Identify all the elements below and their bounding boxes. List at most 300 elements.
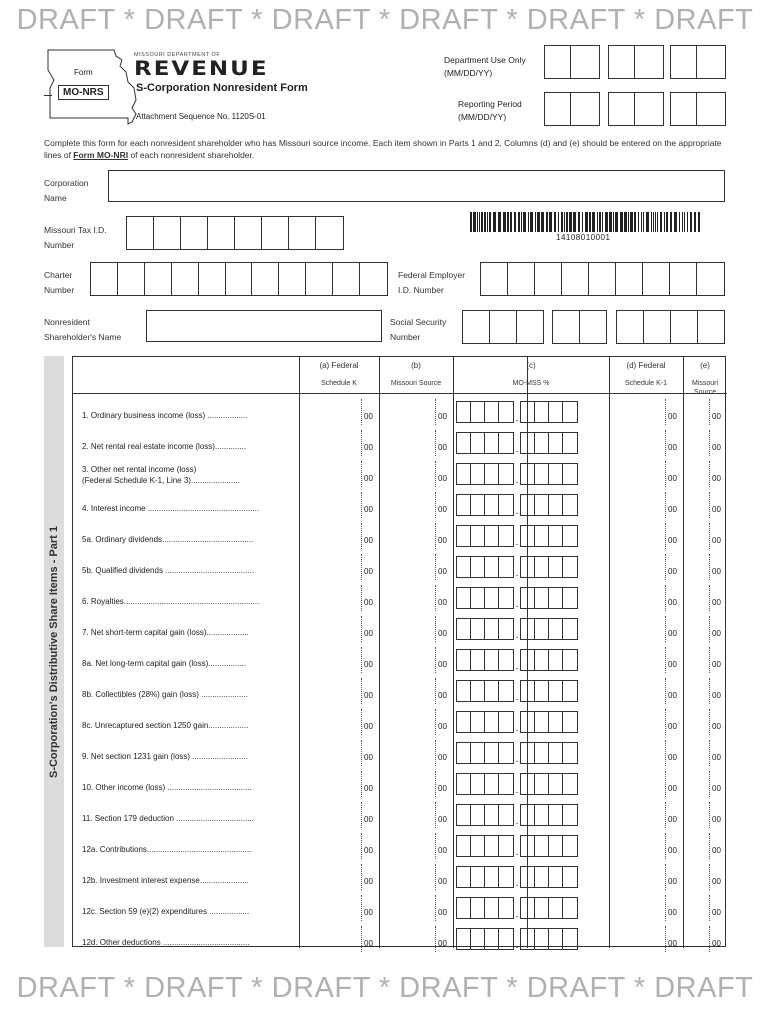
row-label: 7. Net short-term capital gain (loss)................... <box>82 628 249 637</box>
federal-schedule-k1-amount-cents-divider <box>665 492 666 518</box>
row-label: 4. Interest income .................................................. <box>82 504 259 513</box>
federal-schedule-k-amount-cents: 00 <box>364 567 373 576</box>
mo-mss-percent-field[interactable]: . <box>456 556 578 578</box>
charter-number-field[interactable] <box>90 262 388 296</box>
missouri-source-amount-cents: 00 <box>438 846 447 855</box>
part1-table <box>44 356 726 951</box>
shareholder-name-field[interactable] <box>146 310 382 342</box>
federal-schedule-k1-amount-cents-divider <box>665 678 666 704</box>
missouri-source-k1-amount-cents-divider <box>709 616 710 642</box>
fein-field[interactable] <box>480 262 725 296</box>
federal-schedule-k1-amount-cents: 00 <box>668 691 677 700</box>
missouri-source-k1-amount-cents: 00 <box>712 443 721 452</box>
federal-schedule-k-amount[interactable] <box>300 926 360 952</box>
missouri-source-amount[interactable] <box>380 399 434 425</box>
federal-schedule-k1-amount-cents-divider <box>665 771 666 797</box>
missouri-source-amount-cents-divider <box>435 926 436 952</box>
federal-schedule-k1-amount[interactable] <box>610 585 664 611</box>
missouri-source-k1-amount-cents: 00 <box>712 598 721 607</box>
missouri-source-amount-cents: 00 <box>438 753 447 762</box>
missouri-source-k1-amount-cents-divider <box>709 740 710 766</box>
missouri-source-amount[interactable] <box>380 771 434 797</box>
federal-schedule-k-amount-cents: 00 <box>364 536 373 545</box>
missouri-source-amount[interactable] <box>380 616 434 642</box>
federal-schedule-k1-amount-cents-divider <box>665 864 666 890</box>
federal-schedule-k1-amount-cents-divider <box>665 802 666 828</box>
federal-schedule-k1-amount-cents-divider <box>665 740 666 766</box>
mo-mss-percent-field[interactable]: . <box>456 649 578 671</box>
mo-mss-percent-field[interactable]: . <box>456 680 578 702</box>
missouri-source-k1-amount-cents-divider <box>709 802 710 828</box>
federal-schedule-k-amount-cents: 00 <box>364 443 373 452</box>
row-label: 8c. Unrecaptured section 1250 gain.................. <box>82 721 249 730</box>
mo-mss-percent-field[interactable]: . <box>456 742 578 764</box>
federal-schedule-k-amount-cents-divider <box>361 492 362 518</box>
missouri-source-amount[interactable] <box>380 864 434 890</box>
mo-mss-percent-field[interactable]: . <box>456 463 578 485</box>
federal-schedule-k-amount-cents: 00 <box>364 598 373 607</box>
federal-schedule-k1-amount-cents: 00 <box>668 815 677 824</box>
federal-schedule-k1-amount[interactable] <box>610 895 664 921</box>
missouri-source-amount-cents-divider <box>435 864 436 890</box>
ssn-part1-field[interactable] <box>462 310 544 344</box>
missouri-source-k1-amount-cents: 00 <box>712 412 721 421</box>
missouri-source-k1-amount-cents-divider <box>709 678 710 704</box>
missouri-source-amount-cents: 00 <box>438 412 447 421</box>
row-label: 8b. Collectibles (28%) gain (loss) ..................... <box>82 690 248 699</box>
federal-schedule-k-amount[interactable] <box>300 771 360 797</box>
missouri-source-amount-cents-divider <box>435 585 436 611</box>
federal-schedule-k-amount[interactable] <box>300 678 360 704</box>
federal-schedule-k1-amount-cents-divider <box>665 585 666 611</box>
federal-schedule-k1-amount-cents-divider <box>665 430 666 456</box>
missouri-source-amount[interactable] <box>380 492 434 518</box>
column-divider <box>453 357 454 948</box>
federal-schedule-k-amount-cents-divider <box>361 740 362 766</box>
missouri-source-k1-amount[interactable] <box>684 740 708 766</box>
federal-schedule-k1-amount-cents-divider <box>665 616 666 642</box>
row-label: 12c. Section 59 (e)(2) expenditures .................. <box>82 907 250 916</box>
federal-schedule-k1-amount[interactable] <box>610 833 664 859</box>
missouri-source-k1-amount-cents: 00 <box>712 846 721 855</box>
federal-schedule-k-amount-cents: 00 <box>364 908 373 917</box>
missouri-source-amount[interactable] <box>380 740 434 766</box>
federal-schedule-k-amount-cents: 00 <box>364 722 373 731</box>
missouri-source-amount-cents-divider <box>435 740 436 766</box>
federal-schedule-k-amount[interactable] <box>300 740 360 766</box>
missouri-source-amount[interactable] <box>380 461 434 487</box>
barcode-number: 14108010001 <box>556 233 611 242</box>
federal-schedule-k1-amount-cents: 00 <box>668 846 677 855</box>
missouri-source-amount-cents-divider <box>435 492 436 518</box>
missouri-source-amount-cents: 00 <box>438 784 447 793</box>
row-label: 12b. Investment interest expense...................... <box>82 876 249 885</box>
missouri-source-amount-cents: 00 <box>438 660 447 669</box>
missouri-source-k1-amount-cents: 00 <box>712 474 721 483</box>
missouri-source-amount-cents: 00 <box>438 598 447 607</box>
missouri-source-k1-amount-cents-divider <box>709 461 710 487</box>
missouri-source-k1-amount-cents-divider <box>709 430 710 456</box>
dept-use-month-box[interactable] <box>544 45 600 79</box>
corporation-name-label: Corporation Name <box>44 178 89 203</box>
missouri-source-amount-cents: 00 <box>438 474 447 483</box>
federal-schedule-k1-amount[interactable] <box>610 461 664 487</box>
missouri-source-amount-cents: 00 <box>438 691 447 700</box>
missouri-source-amount[interactable] <box>380 430 434 456</box>
form-number: MO-NRS <box>58 85 109 100</box>
federal-schedule-k1-amount[interactable] <box>610 709 664 735</box>
missouri-tax-id-label: Missouri Tax I.D. Number <box>44 225 107 250</box>
mo-mss-percent-field[interactable]: . <box>456 866 578 888</box>
missouri-source-k1-amount[interactable] <box>684 616 708 642</box>
instructions-text: Complete this form for each nonresident shareholder who has Missouri source income. Each item shown in Parts 1 and 2, Columns (d) and (e) should be entered on the appropriate lines of Form MO-NRI of each nonresident shareholder. <box>44 138 722 160</box>
mo-mss-percent-field[interactable]: . <box>456 587 578 609</box>
federal-schedule-k1-amount-cents-divider <box>665 647 666 673</box>
missouri-source-amount-cents: 00 <box>438 815 447 824</box>
attachment-sequence: Attachment Sequence No. 1120S-01 <box>136 112 266 121</box>
federal-schedule-k-amount[interactable] <box>300 647 360 673</box>
federal-schedule-k1-amount[interactable] <box>610 864 664 890</box>
federal-schedule-k-amount-cents-divider <box>361 461 362 487</box>
missouri-source-amount[interactable] <box>380 833 434 859</box>
mo-mss-percent-field[interactable]: . <box>456 494 578 516</box>
federal-schedule-k1-amount-cents-divider <box>665 399 666 425</box>
column-subheader: Schedule K-1 <box>624 380 668 387</box>
federal-schedule-k-amount-cents: 00 <box>364 753 373 762</box>
federal-schedule-k-amount[interactable] <box>300 523 360 549</box>
revenue-logo: REVENUE <box>134 58 269 81</box>
part1-grid <box>72 356 726 951</box>
form-title: S-Corporation Nonresident Form <box>136 82 308 94</box>
federal-schedule-k-amount-cents: 00 <box>364 505 373 514</box>
reporting-period-year-box[interactable] <box>670 92 726 126</box>
row-label: 5b. Qualified dividends ........................................ <box>82 566 255 575</box>
missouri-source-amount-cents-divider <box>435 616 436 642</box>
missouri-source-k1-amount-cents-divider <box>709 709 710 735</box>
federal-schedule-k1-amount[interactable] <box>610 678 664 704</box>
mo-mss-percent-field[interactable]: . <box>456 525 578 547</box>
missouri-source-amount[interactable] <box>380 585 434 611</box>
row-label: 1. Ordinary business income (loss) .................. <box>82 411 248 420</box>
federal-schedule-k-amount-cents-divider <box>361 430 362 456</box>
row-label: 10. Other income (loss) ...................................... <box>82 783 252 792</box>
missouri-source-k1-amount-cents: 00 <box>712 815 721 824</box>
column-subheader: Missouri Source <box>390 380 442 387</box>
missouri-source-k1-amount-cents: 00 <box>712 908 721 917</box>
federal-schedule-k-amount-cents-divider <box>361 554 362 580</box>
federal-schedule-k-amount[interactable] <box>300 802 360 828</box>
missouri-source-amount-cents-divider <box>435 802 436 828</box>
mo-mss-percent-field[interactable]: . <box>456 928 578 950</box>
missouri-source-k1-amount-cents: 00 <box>712 753 721 762</box>
missouri-source-amount-cents: 00 <box>438 722 447 731</box>
column-subheader: Missouri Source <box>691 380 719 396</box>
mo-mss-percent-field[interactable]: . <box>456 773 578 795</box>
federal-schedule-k1-amount-cents: 00 <box>668 753 677 762</box>
federal-schedule-k1-amount-cents: 00 <box>668 660 677 669</box>
reporting-period-day-box[interactable] <box>608 92 664 126</box>
federal-schedule-k-amount[interactable] <box>300 461 360 487</box>
missouri-source-k1-amount-cents-divider <box>709 585 710 611</box>
federal-schedule-k-amount-cents-divider <box>361 678 362 704</box>
federal-schedule-k1-amount-cents: 00 <box>668 412 677 421</box>
missouri-source-k1-amount-cents: 00 <box>712 877 721 886</box>
draft-watermark-top: DRAFT * DRAFT * DRAFT * DRAFT * DRAFT * DRAFT <box>16 4 754 36</box>
missouri-source-amount-cents-divider <box>435 461 436 487</box>
missouri-source-k1-amount-cents: 00 <box>712 567 721 576</box>
column-subheader: Schedule K <box>321 380 357 387</box>
shareholder-name-label: Nonresident Shareholder's Name <box>44 317 122 342</box>
federal-schedule-k-amount[interactable] <box>300 864 360 890</box>
federal-schedule-k1-amount-cents: 00 <box>668 784 677 793</box>
federal-schedule-k-amount-cents: 00 <box>364 877 373 886</box>
federal-schedule-k1-amount[interactable] <box>610 926 664 952</box>
federal-schedule-k-amount-cents-divider <box>361 802 362 828</box>
column-header: (a) Federal <box>319 361 359 370</box>
missouri-source-k1-amount[interactable] <box>684 461 708 487</box>
federal-schedule-k1-amount[interactable] <box>610 771 664 797</box>
federal-schedule-k-amount-cents: 00 <box>364 939 373 948</box>
federal-schedule-k-amount-cents: 00 <box>364 412 373 421</box>
missouri-source-amount-cents: 00 <box>438 567 447 576</box>
missouri-source-k1-amount-cents: 00 <box>712 939 721 948</box>
missouri-source-k1-amount[interactable] <box>684 771 708 797</box>
dept-use-day-box[interactable] <box>608 45 664 79</box>
missouri-source-k1-amount[interactable] <box>684 523 708 549</box>
missouri-source-k1-amount-cents: 00 <box>712 722 721 731</box>
missouri-source-amount[interactable] <box>380 647 434 673</box>
form-mo-nri-link[interactable]: Form MO-NRI <box>73 150 129 160</box>
ssn-label: Social Security Number <box>390 317 447 342</box>
missouri-source-amount[interactable] <box>380 802 434 828</box>
logo-department-text: MISSOURI DEPARTMENT OF <box>134 52 221 58</box>
missouri-source-k1-amount[interactable] <box>684 647 708 673</box>
reporting-period-month-box[interactable] <box>544 92 600 126</box>
row-label: 11. Section 179 deduction ................................... <box>82 814 254 823</box>
federal-schedule-k-amount-cents-divider <box>361 771 362 797</box>
federal-schedule-k1-amount[interactable] <box>610 647 664 673</box>
mo-mss-percent-field[interactable]: . <box>456 835 578 857</box>
missouri-source-amount[interactable] <box>380 709 434 735</box>
federal-schedule-k1-amount-cents: 00 <box>668 598 677 607</box>
federal-schedule-k-amount[interactable] <box>300 430 360 456</box>
missouri-source-k1-amount[interactable] <box>684 895 708 921</box>
federal-schedule-k1-amount[interactable] <box>610 802 664 828</box>
federal-schedule-k-amount-cents: 00 <box>364 815 373 824</box>
missouri-source-amount[interactable] <box>380 926 434 952</box>
header-dash <box>44 95 52 96</box>
header-bottom-rule <box>73 393 727 394</box>
federal-schedule-k-amount[interactable] <box>300 554 360 580</box>
federal-schedule-k-amount-cents: 00 <box>364 629 373 638</box>
column-header: (e) <box>700 361 710 370</box>
barcode-image <box>470 212 704 232</box>
federal-schedule-k1-amount-cents: 00 <box>668 908 677 917</box>
federal-schedule-k-amount-cents: 00 <box>364 784 373 793</box>
missouri-source-amount-cents-divider <box>435 647 436 673</box>
missouri-source-k1-amount[interactable] <box>684 554 708 580</box>
form-label: Form <box>74 68 93 77</box>
row-label: 3. Other net rental income (loss) <box>82 465 197 474</box>
federal-schedule-k1-amount-cents: 00 <box>668 536 677 545</box>
missouri-source-amount-cents: 00 <box>438 505 447 514</box>
federal-schedule-k1-amount[interactable] <box>610 523 664 549</box>
federal-schedule-k1-amount-cents: 00 <box>668 443 677 452</box>
row-label: 2. Net rental real estate income (loss).............. <box>82 442 247 451</box>
missouri-source-amount-cents-divider <box>435 430 436 456</box>
missouri-source-k1-amount-cents: 00 <box>712 629 721 638</box>
part1-side-title: S-Corporation's Distributive Share Items - Part 1 <box>48 525 60 779</box>
ssn-part3-field[interactable] <box>616 310 725 344</box>
missouri-source-amount[interactable] <box>380 523 434 549</box>
dept-use-label: Department Use Only (MM/DD/YY) <box>444 55 526 78</box>
mo-mss-percent-field[interactable]: . <box>456 618 578 640</box>
federal-schedule-k-amount[interactable] <box>300 492 360 518</box>
mo-mss-percent-field[interactable]: . <box>456 897 578 919</box>
federal-schedule-k-amount-cents-divider <box>361 585 362 611</box>
missouri-source-amount-cents: 00 <box>438 536 447 545</box>
missouri-source-k1-amount-cents: 00 <box>712 536 721 545</box>
charter-number-label: Charter Number <box>44 270 75 295</box>
reporting-period-label: Reporting Period (MM/DD/YY) <box>458 99 522 122</box>
federal-schedule-k1-amount-cents: 00 <box>668 505 677 514</box>
federal-schedule-k1-amount[interactable] <box>610 740 664 766</box>
mo-mss-percent-field[interactable]: . <box>456 432 578 454</box>
missouri-source-amount-cents-divider <box>435 771 436 797</box>
federal-schedule-k1-amount-cents-divider <box>665 833 666 859</box>
missouri-source-k1-amount[interactable] <box>684 492 708 518</box>
federal-schedule-k1-amount-cents-divider <box>665 709 666 735</box>
missouri-source-k1-amount[interactable] <box>684 709 708 735</box>
federal-schedule-k-amount[interactable] <box>300 616 360 642</box>
missouri-source-amount-cents-divider <box>435 709 436 735</box>
missouri-source-k1-amount-cents-divider <box>709 926 710 952</box>
missouri-source-k1-amount[interactable] <box>684 833 708 859</box>
fein-label: Federal Employer I.D. Number <box>398 270 466 295</box>
federal-schedule-k-amount-cents-divider <box>361 895 362 921</box>
missouri-source-amount-cents: 00 <box>438 939 447 948</box>
missouri-source-amount[interactable] <box>380 895 434 921</box>
missouri-source-k1-amount[interactable] <box>684 585 708 611</box>
missouri-source-k1-amount-cents-divider <box>709 554 710 580</box>
missouri-source-amount-cents: 00 <box>438 443 447 452</box>
missouri-source-k1-amount[interactable] <box>684 802 708 828</box>
federal-schedule-k-amount[interactable] <box>300 709 360 735</box>
column-header: (c) <box>526 361 536 370</box>
federal-schedule-k-amount-cents: 00 <box>364 691 373 700</box>
row-label: 8a. Net long-term capital gain (loss)................. <box>82 659 247 668</box>
missouri-source-amount-cents-divider <box>435 399 436 425</box>
federal-schedule-k1-amount[interactable] <box>610 492 664 518</box>
column-header: (b) <box>411 361 421 370</box>
missouri-source-k1-amount[interactable] <box>684 926 708 952</box>
federal-schedule-k-amount-cents-divider <box>361 709 362 735</box>
missouri-source-amount-cents-divider <box>435 554 436 580</box>
missouri-source-k1-amount-cents-divider <box>709 864 710 890</box>
missouri-source-k1-amount-cents-divider <box>709 647 710 673</box>
missouri-source-k1-amount-cents-divider <box>709 833 710 859</box>
federal-schedule-k-amount-cents-divider <box>361 523 362 549</box>
missouri-source-amount[interactable] <box>380 678 434 704</box>
missouri-source-k1-amount[interactable] <box>684 864 708 890</box>
federal-schedule-k-amount-cents-divider <box>361 616 362 642</box>
federal-schedule-k1-amount-cents: 00 <box>668 722 677 731</box>
missouri-source-k1-amount-cents-divider <box>709 771 710 797</box>
federal-schedule-k1-amount[interactable] <box>610 616 664 642</box>
ssn-part2-field[interactable] <box>552 310 607 344</box>
missouri-source-k1-amount-cents: 00 <box>712 691 721 700</box>
federal-schedule-k-amount-cents-divider <box>361 864 362 890</box>
missouri-source-k1-amount-cents: 00 <box>712 660 721 669</box>
row-label: 12a. Contributions............................................... <box>82 845 252 854</box>
draft-watermark-bottom: DRAFT * DRAFT * DRAFT * DRAFT * DRAFT * DRAFT <box>16 972 754 1004</box>
missouri-source-k1-amount[interactable] <box>684 430 708 456</box>
missouri-source-k1-amount[interactable] <box>684 399 708 425</box>
row-label: 12d. Other deductions ....................................... <box>82 938 250 947</box>
row-label-continued: (Federal Schedule K-1, Line 3)...................... <box>82 476 240 485</box>
missouri-source-k1-amount-cents-divider <box>709 523 710 549</box>
mo-mss-percent-field[interactable]: . <box>456 711 578 733</box>
federal-schedule-k1-amount-cents-divider <box>665 926 666 952</box>
federal-schedule-k-amount-cents-divider <box>361 647 362 673</box>
missouri-source-k1-amount[interactable] <box>684 678 708 704</box>
federal-schedule-k1-amount[interactable] <box>610 430 664 456</box>
federal-schedule-k1-amount-cents-divider <box>665 461 666 487</box>
missouri-source-k1-amount-cents: 00 <box>712 505 721 514</box>
federal-schedule-k1-amount[interactable] <box>610 399 664 425</box>
missouri-source-amount-cents-divider <box>435 833 436 859</box>
federal-schedule-k1-amount-cents: 00 <box>668 474 677 483</box>
missouri-source-amount-cents-divider <box>435 678 436 704</box>
federal-schedule-k-amount-cents: 00 <box>364 474 373 483</box>
federal-schedule-k-amount[interactable] <box>300 585 360 611</box>
federal-schedule-k1-amount-cents-divider <box>665 895 666 921</box>
federal-schedule-k-amount-cents-divider <box>361 926 362 952</box>
mo-mss-percent-field[interactable]: . <box>456 804 578 826</box>
federal-schedule-k-amount-cents: 00 <box>364 846 373 855</box>
missouri-source-amount-cents-divider <box>435 523 436 549</box>
federal-schedule-k-amount[interactable] <box>300 833 360 859</box>
federal-schedule-k1-amount-cents-divider <box>665 554 666 580</box>
column-header: (d) Federal <box>626 361 666 370</box>
mo-mss-percent-field[interactable]: . <box>456 401 578 423</box>
dept-use-year-box[interactable] <box>670 45 726 79</box>
missouri-source-amount[interactable] <box>380 554 434 580</box>
missouri-source-k1-amount-cents-divider <box>709 895 710 921</box>
federal-schedule-k-amount-cents-divider <box>361 833 362 859</box>
row-label: 6. Royalties............................................................. <box>82 597 260 606</box>
missouri-source-k1-amount-cents-divider <box>709 399 710 425</box>
missouri-source-amount-cents: 00 <box>438 908 447 917</box>
federal-schedule-k1-amount[interactable] <box>610 554 664 580</box>
corporation-name-field[interactable] <box>108 170 725 202</box>
missouri-source-k1-amount-cents: 00 <box>712 784 721 793</box>
federal-schedule-k1-amount-cents-divider <box>665 523 666 549</box>
federal-schedule-k-amount[interactable] <box>300 895 360 921</box>
federal-schedule-k1-amount-cents: 00 <box>668 939 677 948</box>
federal-schedule-k1-amount-cents: 00 <box>668 629 677 638</box>
missouri-tax-id-field[interactable] <box>126 216 344 250</box>
federal-schedule-k-amount-cents: 00 <box>364 660 373 669</box>
missouri-source-k1-amount-cents-divider <box>709 492 710 518</box>
missouri-source-amount-cents: 00 <box>438 877 447 886</box>
column-subheader: MO-MSS % <box>512 380 550 387</box>
federal-schedule-k-amount-cents-divider <box>361 399 362 425</box>
row-label: 9. Net section 1231 gain (loss) ......................... <box>82 752 248 761</box>
missouri-source-amount-cents-divider <box>435 895 436 921</box>
row-label: 5a. Ordinary dividends......................................... <box>82 535 254 544</box>
federal-schedule-k-amount[interactable] <box>300 399 360 425</box>
